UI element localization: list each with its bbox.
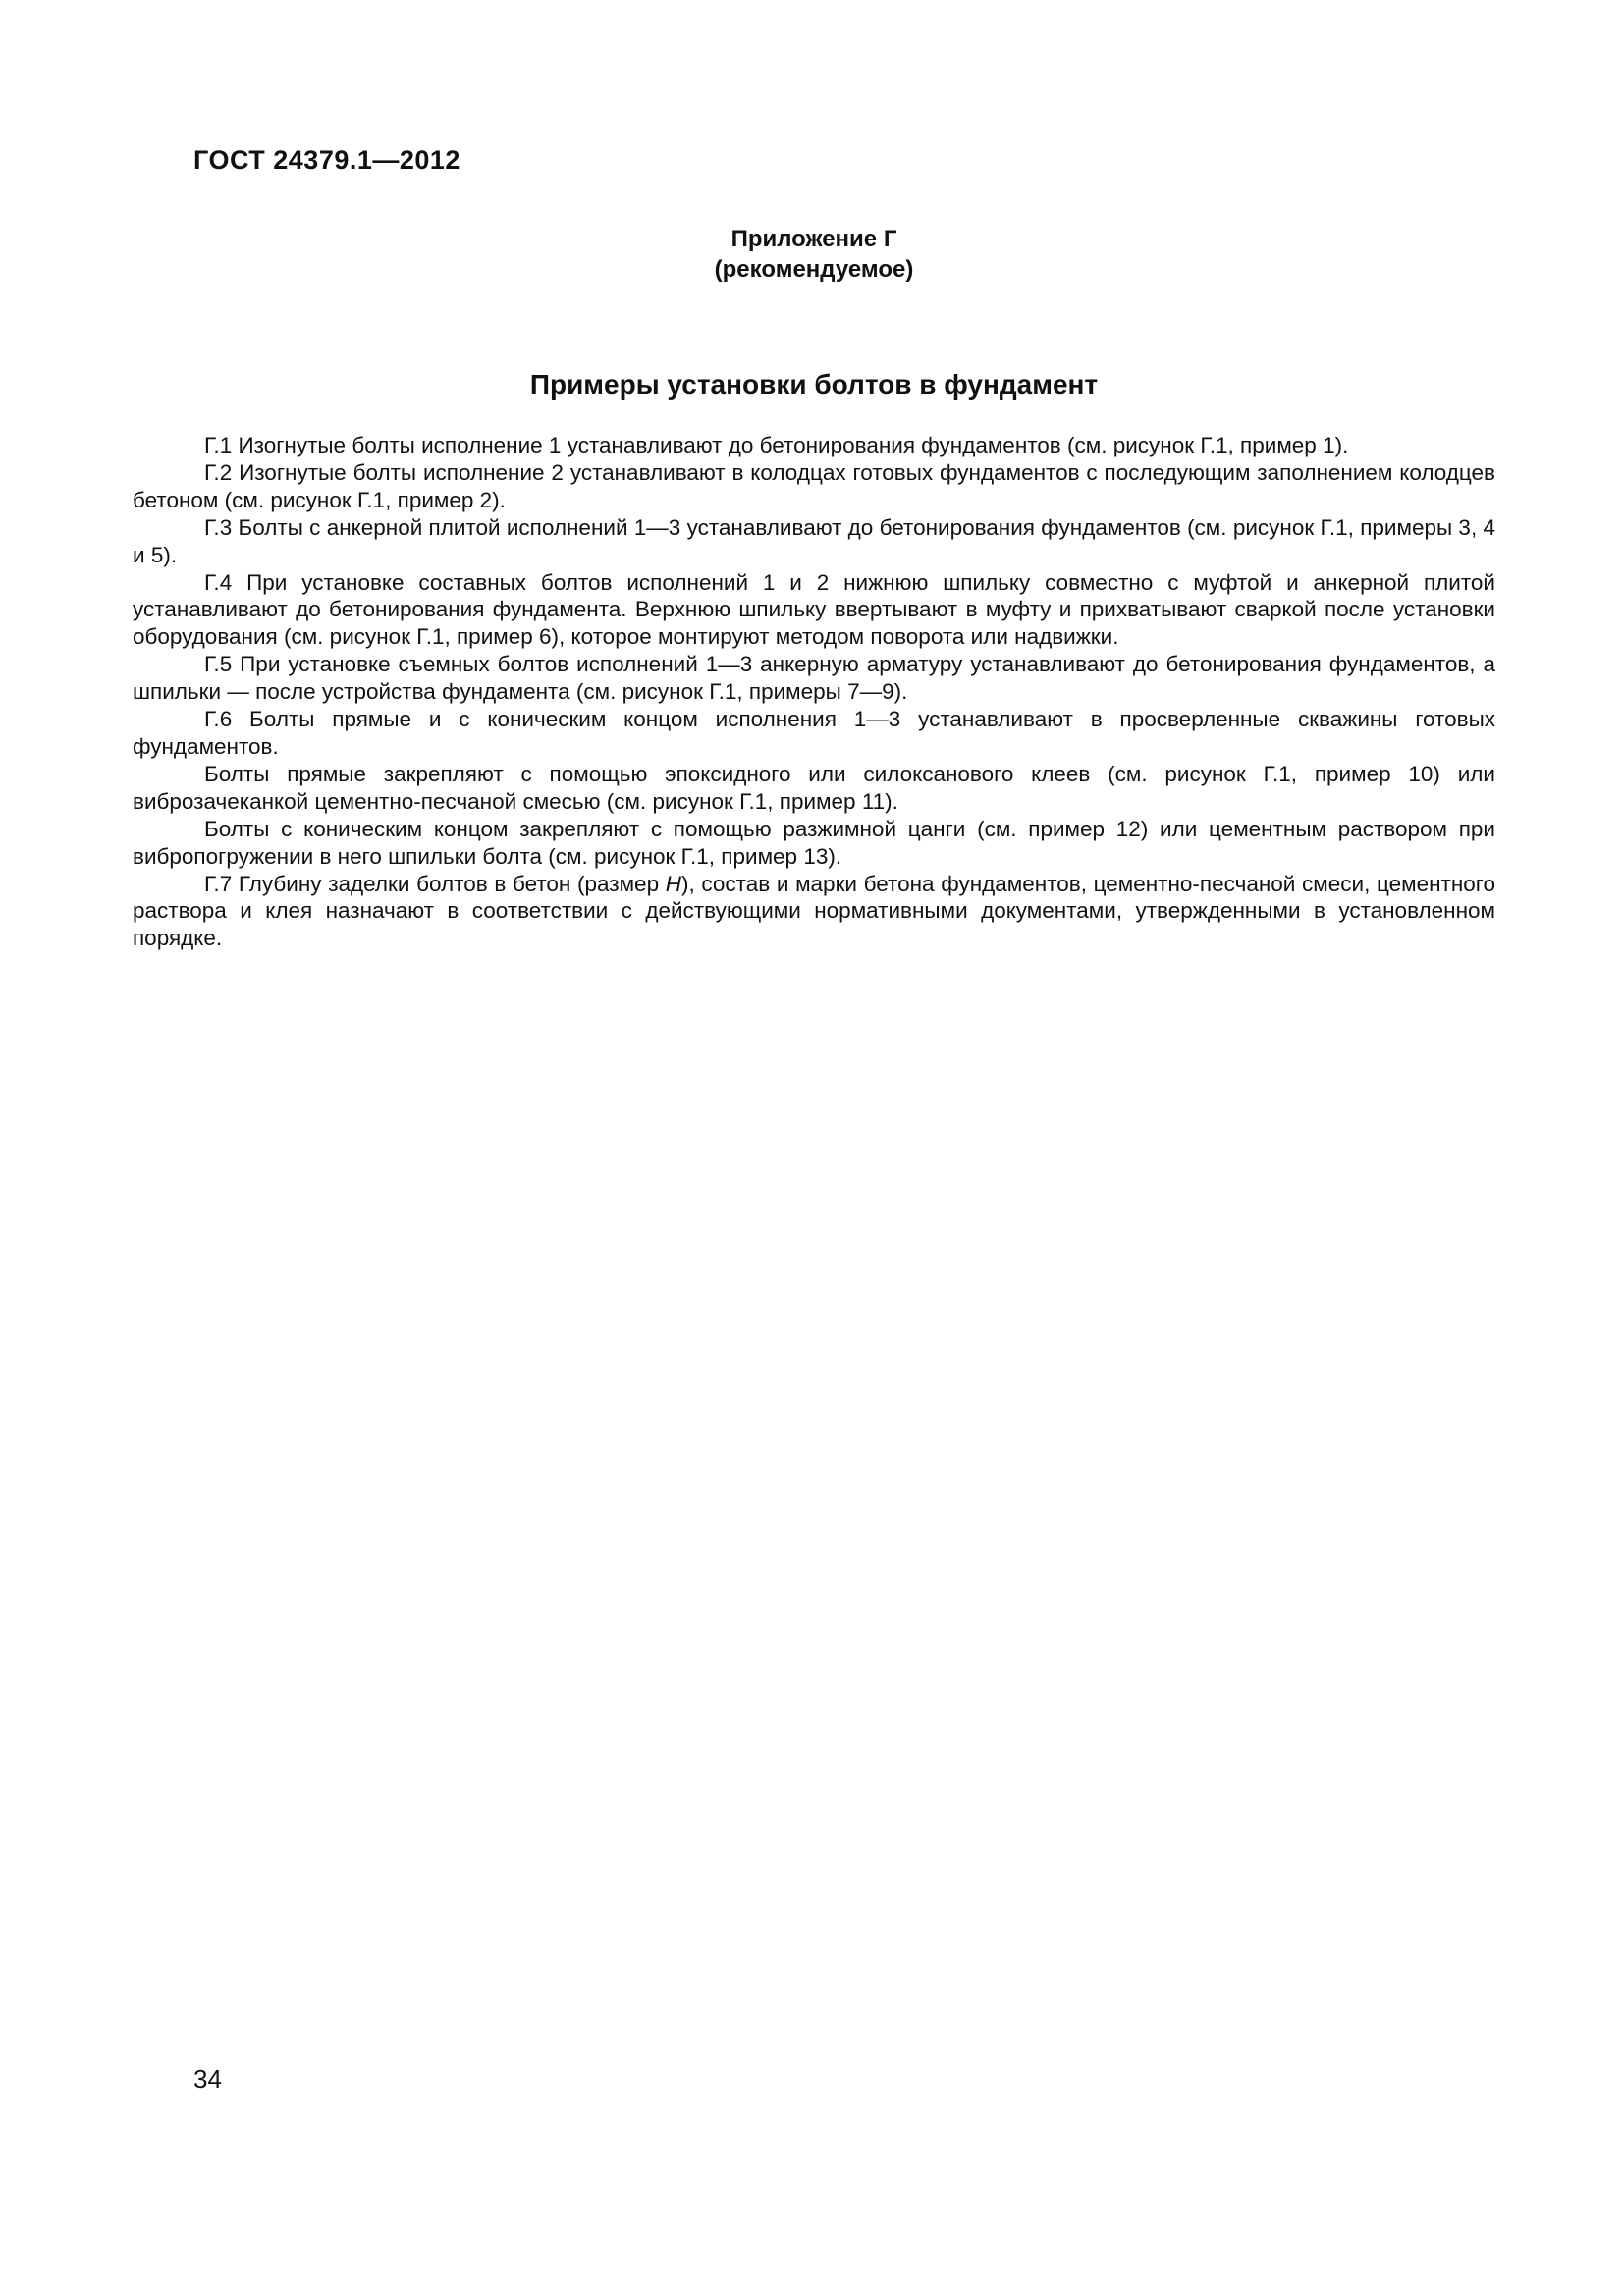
paragraph-g7-rest: ), состав и марки бетона фундаментов, цементно-песчаной смеси, цементного раствора и клея назначают в соответствии с действующими нормативными документами, утвержденными в установленном порядке. — [133, 871, 1495, 951]
paragraph-g3: Г.3 Болты с анкерной плитой исполнений 1—3 устанавливают до бетонирования фундаментов (см. рисунок Г.1, примеры 3, 4 и 5). — [133, 514, 1495, 567]
paragraph-conical-bolts: Болты с коническим концом закрепляют с помощью разжимной цанги (см. пример 12) или цементным раствором при вибропогружении в него шпильки болта (см. рисунок Г.1, пример 13). — [133, 816, 1495, 869]
paragraph-g4: Г.4 При установке составных болтов исполнений 1 и 2 нижнюю шпильку совместно с муфтой и анкерной плитой устанавливают до бетонирования фундамента. Верхнюю шпильку ввертывают в муфту и прихватывают сваркой после установки оборудования (см. рисунок Г.1, пример 6), которое монтируют методом поворота или надвижки. — [133, 569, 1495, 650]
appendix-label: Приложение Г — [730, 226, 897, 252]
paragraph-g7 — [133, 871, 1495, 953]
section-title: Примеры установки болтов в фундамент — [529, 369, 1099, 400]
paragraph-g7-dimension-symbol: H — [665, 871, 681, 896]
paragraph-g2: Г.2 Изогнутые болты исполнение 2 устанавливают в колодцах готовых фундаментов с последующим заполнением колодцев бетоном (см. рисунок Г.1, пример 2). — [133, 459, 1495, 512]
document-header-standard-number: ГОСТ 24379.1—2012 — [193, 145, 460, 175]
paragraph-straight-bolts: Болты прямые закрепляют с помощью эпоксидного или силоксанового клеев (см. рисунок Г.1, пример 10) или виброзачеканкой цементно-песчаной смесью (см. рисунок Г.1, пример 11). — [133, 761, 1495, 814]
page-number: 34 — [193, 2064, 222, 2094]
body-text — [133, 432, 1495, 952]
paragraph-g1: Г.1 Изогнутые болты исполнение 1 устанавливают до бетонирования фундаментов (см. рисунок Г.1, пример 1). — [204, 433, 1349, 457]
paragraph-g5: Г.5 При установке съемных болтов исполнений 1—3 анкерную арматуру устанавливают до бетонирования фундаментов, а шпильки — после устройства фундамента (см. рисунок Г.1, примеры 7—9). — [133, 652, 1495, 705]
content-column — [133, 224, 1495, 952]
appendix-type: (рекомендуемое) — [714, 256, 914, 283]
paragraph-g6: Г.6 Болты прямые и с коническим концом исполнения 1—3 устанавливают в просверленные скважины готовых фундаментов. — [133, 707, 1495, 759]
paragraph-g7-lead: Г.7 Глубину заделки болтов в бетон (размер — [204, 871, 666, 896]
